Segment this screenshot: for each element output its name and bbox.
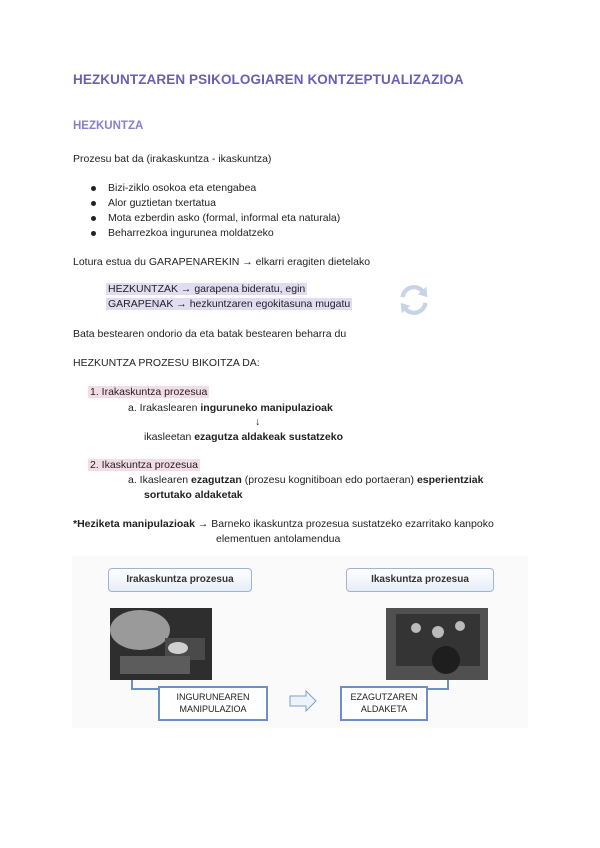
process1-item-a: a. Irakaslearen inguruneko manipulazioak xyxy=(128,402,333,414)
list-item: Alor guztietan txertatua xyxy=(90,196,340,211)
intro-text: Prozesu bat da (irakaskuntza - ikaskuntza) xyxy=(73,153,272,165)
down-arrow-icon: ↓ xyxy=(255,416,261,428)
sync-icon xyxy=(395,281,433,319)
highlight-line: GARAPENAK → hezkuntzaren egokitasuna mugatu xyxy=(108,298,351,310)
process2-label: 2. Ikaskuntza prozesua xyxy=(90,459,198,471)
knowledge-change-box: EZAGUTZAREN ALDAKETA xyxy=(340,686,428,721)
left-header: Irakaskuntza prozesua xyxy=(108,568,252,592)
section-heading: HEZKUNTZA xyxy=(73,120,144,132)
process2-item-a-cont: sortutako aldaketak xyxy=(144,489,243,501)
list-item: Bizi-ziklo osokoa eta etengabea xyxy=(90,181,340,196)
bullet-list xyxy=(90,181,340,241)
process1-item-b: ikasleetan ezagutza aldakeak sustatzeko xyxy=(144,431,344,443)
list-item: Beharrezkoa ingurunea moldatzeko xyxy=(90,226,340,241)
environment-manipulation-box: INGURUNEAREN MANIPULAZIOA xyxy=(158,686,268,721)
relation-text: Lotura estua du GARAPENAREKIN → elkarri eragiten dietelako xyxy=(73,256,371,268)
mutual-text: Bata bestearen ondorio da eta batak bestearen beharra du xyxy=(73,328,347,340)
right-header: Ikaskuntza prozesua xyxy=(346,568,494,592)
right-arrow-icon xyxy=(288,690,318,712)
note-text-cont: elementuen antolamendua xyxy=(216,533,341,545)
process-diagram xyxy=(72,556,528,728)
page-title: HEZKUNTZAREN PSIKOLOGIAREN KONTZEPTUALIZAZIOA xyxy=(73,72,464,87)
note-text: *Heziketa manipulazioak → Barneko ikaskuntza prozesua sustatzeko ezarritako kanpoko xyxy=(73,518,494,530)
list-item: Mota ezberdin asko (formal, informal eta naturala) xyxy=(90,211,340,226)
dual-heading: HEZKUNTZA PROZESU BIKOITZA DA: xyxy=(73,357,260,369)
process1-label: 1. Irakaskuntza prozesua xyxy=(90,386,208,398)
highlight-line: HEZKUNTZAK → garapena bideratu, egin xyxy=(108,283,306,295)
process2-item-a: a. Ikaslearen ezagutzan (prozesu kognitiboan edo portaeran) esperientziak xyxy=(128,474,484,486)
